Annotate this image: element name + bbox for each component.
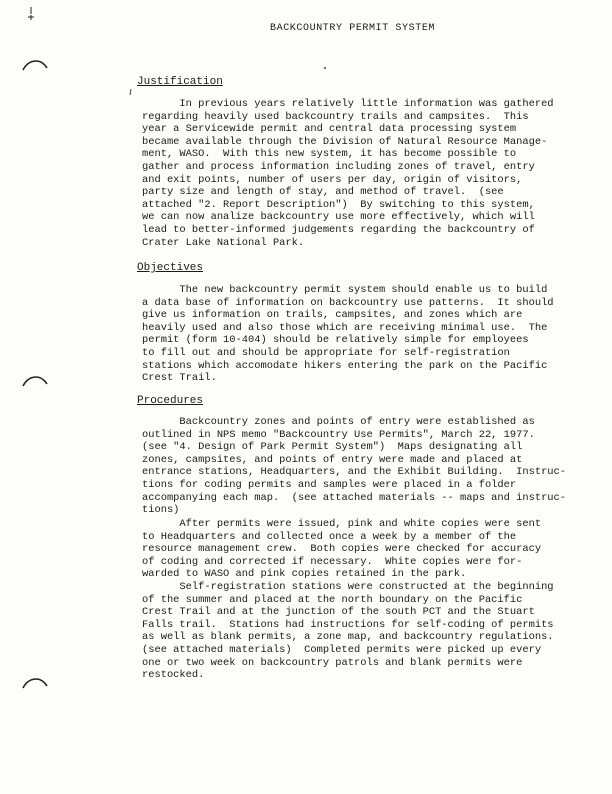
justification-paragraph: In previous years relatively little information was gathered regarding heavily used backcountry trails and campsites. This year a Servicewide permit and central data processing system became available through the Division of Natural Resource Manage- ment, WASO. With this new system, it has become possible to gather and process information including zones of travel, entry and exit points, number of users per day, origin of visitors, party size and length of stay, and method of travel. (see attached "2. Report Description") By switching to this system, we can now analize backcountry use more effectively, which will lead to better-informed judgements regarding the backcountry of Crater Lake National Park. <box>142 98 554 249</box>
procedures-paragraph: Backcountry zones and points of entry were established as outlined in NPS memo "Backcountry Use Permits", March 22, 1977. (see "4. Design of Park Permit System") Maps designating all zones, campsites, and points of entry were made and placed at entrance stations, Headquarters, and the Exhibit Building. Instruc- tions for coding permits and samples were placed in a folder accompanying each map. (see attached materials -- maps and instruc- tions) <box>142 416 567 517</box>
section-title-procedures: Procedures <box>137 395 204 407</box>
punch-hole-mark <box>22 58 48 72</box>
objectives-paragraph: The new backcountry permit system should enable us to build a data base of information on backcountry use patterns. It should give us information on trails, campsites, and zones which are heavily used and also those which are receiving minimal use. The permit (form 10-404) should be relatively simple for employees to fill out and should be appropriate for self-registration stations which accomodate hikers entering the park on the Pacific Crest Trail. <box>142 284 554 385</box>
procedures-paragraph: Self-registration stations were constructed at the beginning of the summer and placed at the north boundary on the Pacific Crest Trail and at the junction of the south PCT and the Stuart Falls trail. Stations had instructions for self-coding of permits as well as blank permits, a zone map, and backcountry regulations. (see attached materials) Completed permits were picked up every one or two week on backcountry patrols and blank permits were restocked. <box>142 581 554 682</box>
punch-hole-mark <box>22 374 48 388</box>
section-title-justification: Justification <box>137 76 223 88</box>
margin-mark <box>323 63 327 73</box>
punch-hole-mark <box>22 676 48 690</box>
margin-mark <box>27 6 35 25</box>
margin-mark <box>129 88 133 99</box>
procedures-paragraph: After permits were issued, pink and white copies were sent to Headquarters and collected once a week by a member of the resource management crew. Both copies were checked for accuracy of coding and corrected if necessary. White copies were for- warded to WASO and pink copies retained in the park. <box>142 518 542 581</box>
section-title-objectives: Objectives <box>137 262 204 274</box>
page-header: BACKCOUNTRY PERMIT SYSTEM <box>270 23 436 34</box>
